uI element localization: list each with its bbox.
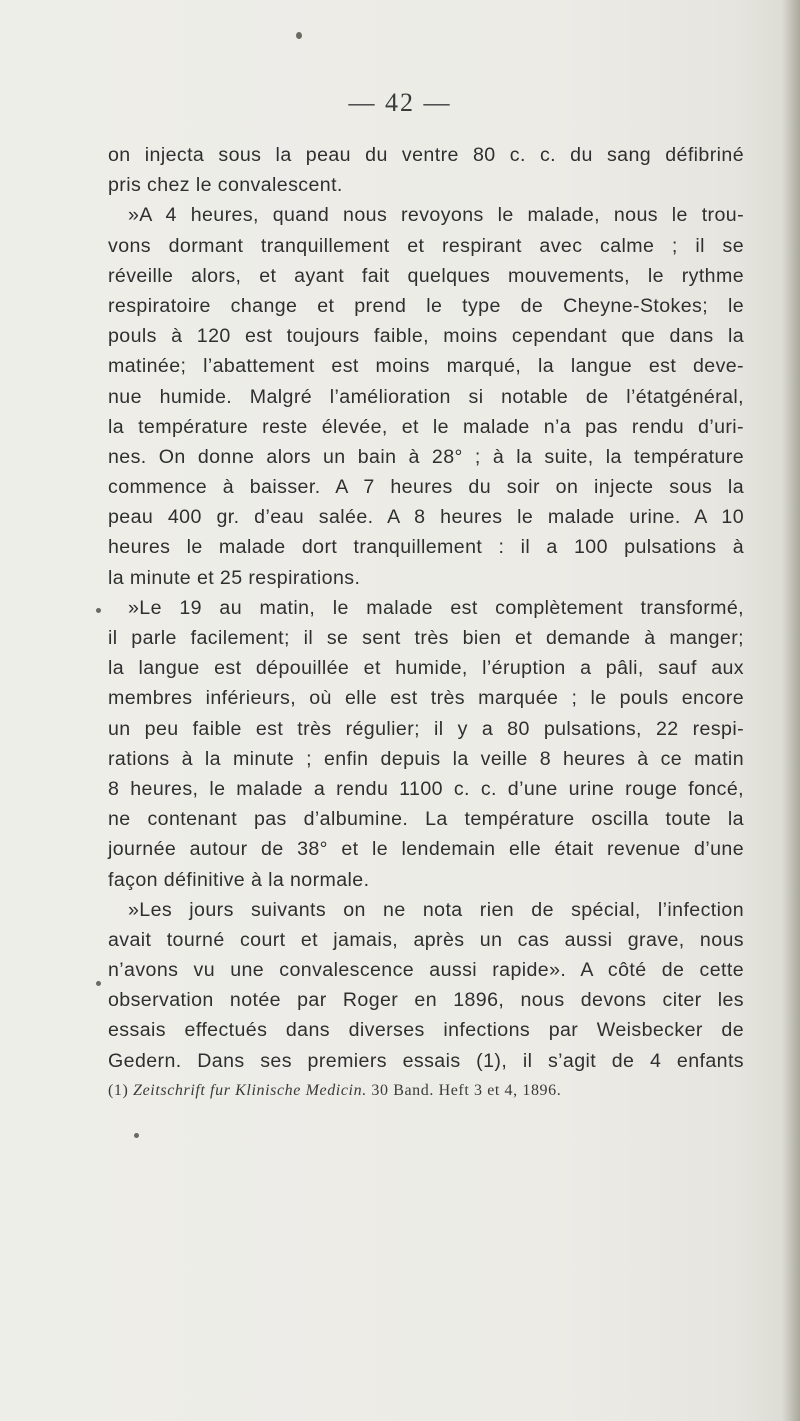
text-line: il parle facilement; il se sent très bien et demande à manger; xyxy=(108,627,744,649)
page-number: — 42 — xyxy=(348,88,452,117)
text-line: »Le 19 au matin, le malade est complètement transformé, xyxy=(128,596,744,619)
text-line: ne contenant pas d’albumine. La température oscilla toute la xyxy=(108,808,744,831)
print-speck xyxy=(296,32,302,39)
print-speck xyxy=(96,608,101,613)
body-text xyxy=(108,140,744,1076)
text-line: réveille alors, et ayant fait quelques mouvements, le rythme xyxy=(108,264,744,287)
text-line: membres inférieurs, où elle est très marquée ; le pouls encore xyxy=(108,687,744,710)
text-line: nue humide. Malgré l’amélioration si notable de l’étatgénéral, xyxy=(108,385,744,408)
text-line: vons dormant tranquillement et respirant avec calme ; il se xyxy=(108,234,744,257)
text-line: matinée; l’abattement est moins marqué, la langue est deve- xyxy=(108,355,744,378)
text-line: essais effectués dans diverses infections par Weisbecker de xyxy=(108,1019,744,1042)
text-line: Gedern. Dans ses premiers essais (1), il s’agit de 4 enfants xyxy=(108,1049,744,1072)
text-line: nes. On donne alors un bain à 28° ; à la suite, la température xyxy=(108,445,744,468)
text-line: heures le malade dort tranquillement : il a 100 pulsations à xyxy=(108,536,744,559)
text-line: avait tourné court et jamais, après un cas aussi grave, nous xyxy=(108,928,744,951)
print-speck xyxy=(96,981,101,986)
print-speck xyxy=(134,1133,139,1138)
text-line: respiratoire change et prend le type de Cheyne-Stokes; le xyxy=(108,294,744,317)
page-edge-shadow xyxy=(782,0,800,1421)
text-line: »Les jours suivants on ne nota rien de spécial, l’infection xyxy=(128,898,744,921)
text-line: la langue est dépouillée et humide, l’éruption a pâli, sauf aux xyxy=(108,657,744,680)
footnote-journal: Zeitschrift fur Klinische Medicin. xyxy=(133,1082,367,1099)
text-line: journée autour de 38° et le lendemain elle était revenue d’une xyxy=(108,838,744,861)
text-line: observation notée par Roger en 1896, nous devons citer les xyxy=(108,989,744,1012)
footnote xyxy=(108,1082,748,1100)
text-line: rations à la minute ; enfin depuis la veille 8 heures à ce matin xyxy=(108,747,744,770)
text-line: pouls à 120 est toujours faible, moins cependant que dans la xyxy=(108,325,744,348)
footnote-marker: (1) xyxy=(108,1082,129,1099)
text-line: commence à baisser. A 7 heures du soir on injecte sous la xyxy=(108,476,744,499)
text-line: on injecta sous la peau du ventre 80 c. c. du sang défibriné xyxy=(108,144,744,166)
footnote-details: 30 Band. Heft 3 et 4, 1896. xyxy=(371,1082,562,1099)
text-line: peau 400 gr. d’eau salée. A 8 heures le malade urine. A 10 xyxy=(108,506,744,529)
text-line: pris chez le convalescent. xyxy=(108,174,343,197)
text-line: »A 4 heures, quand nous revoyons le malade, nous le trou- xyxy=(128,204,744,227)
text-line: la température reste élevée, et le malade n’a pas rendu d’uri- xyxy=(108,415,744,438)
text-line: n’avons vu une convalescence aussi rapide». A côté de cette xyxy=(108,959,744,982)
text-line: un peu faible est très régulier; il y a 80 pulsations, 22 respi- xyxy=(108,717,744,740)
text-line: façon définitive à la normale. xyxy=(108,868,370,891)
text-line: la minute et 25 respirations. xyxy=(108,566,361,589)
text-line: 8 heures, le malade a rendu 1100 c. c. d’une urine rouge foncé, xyxy=(108,777,744,800)
